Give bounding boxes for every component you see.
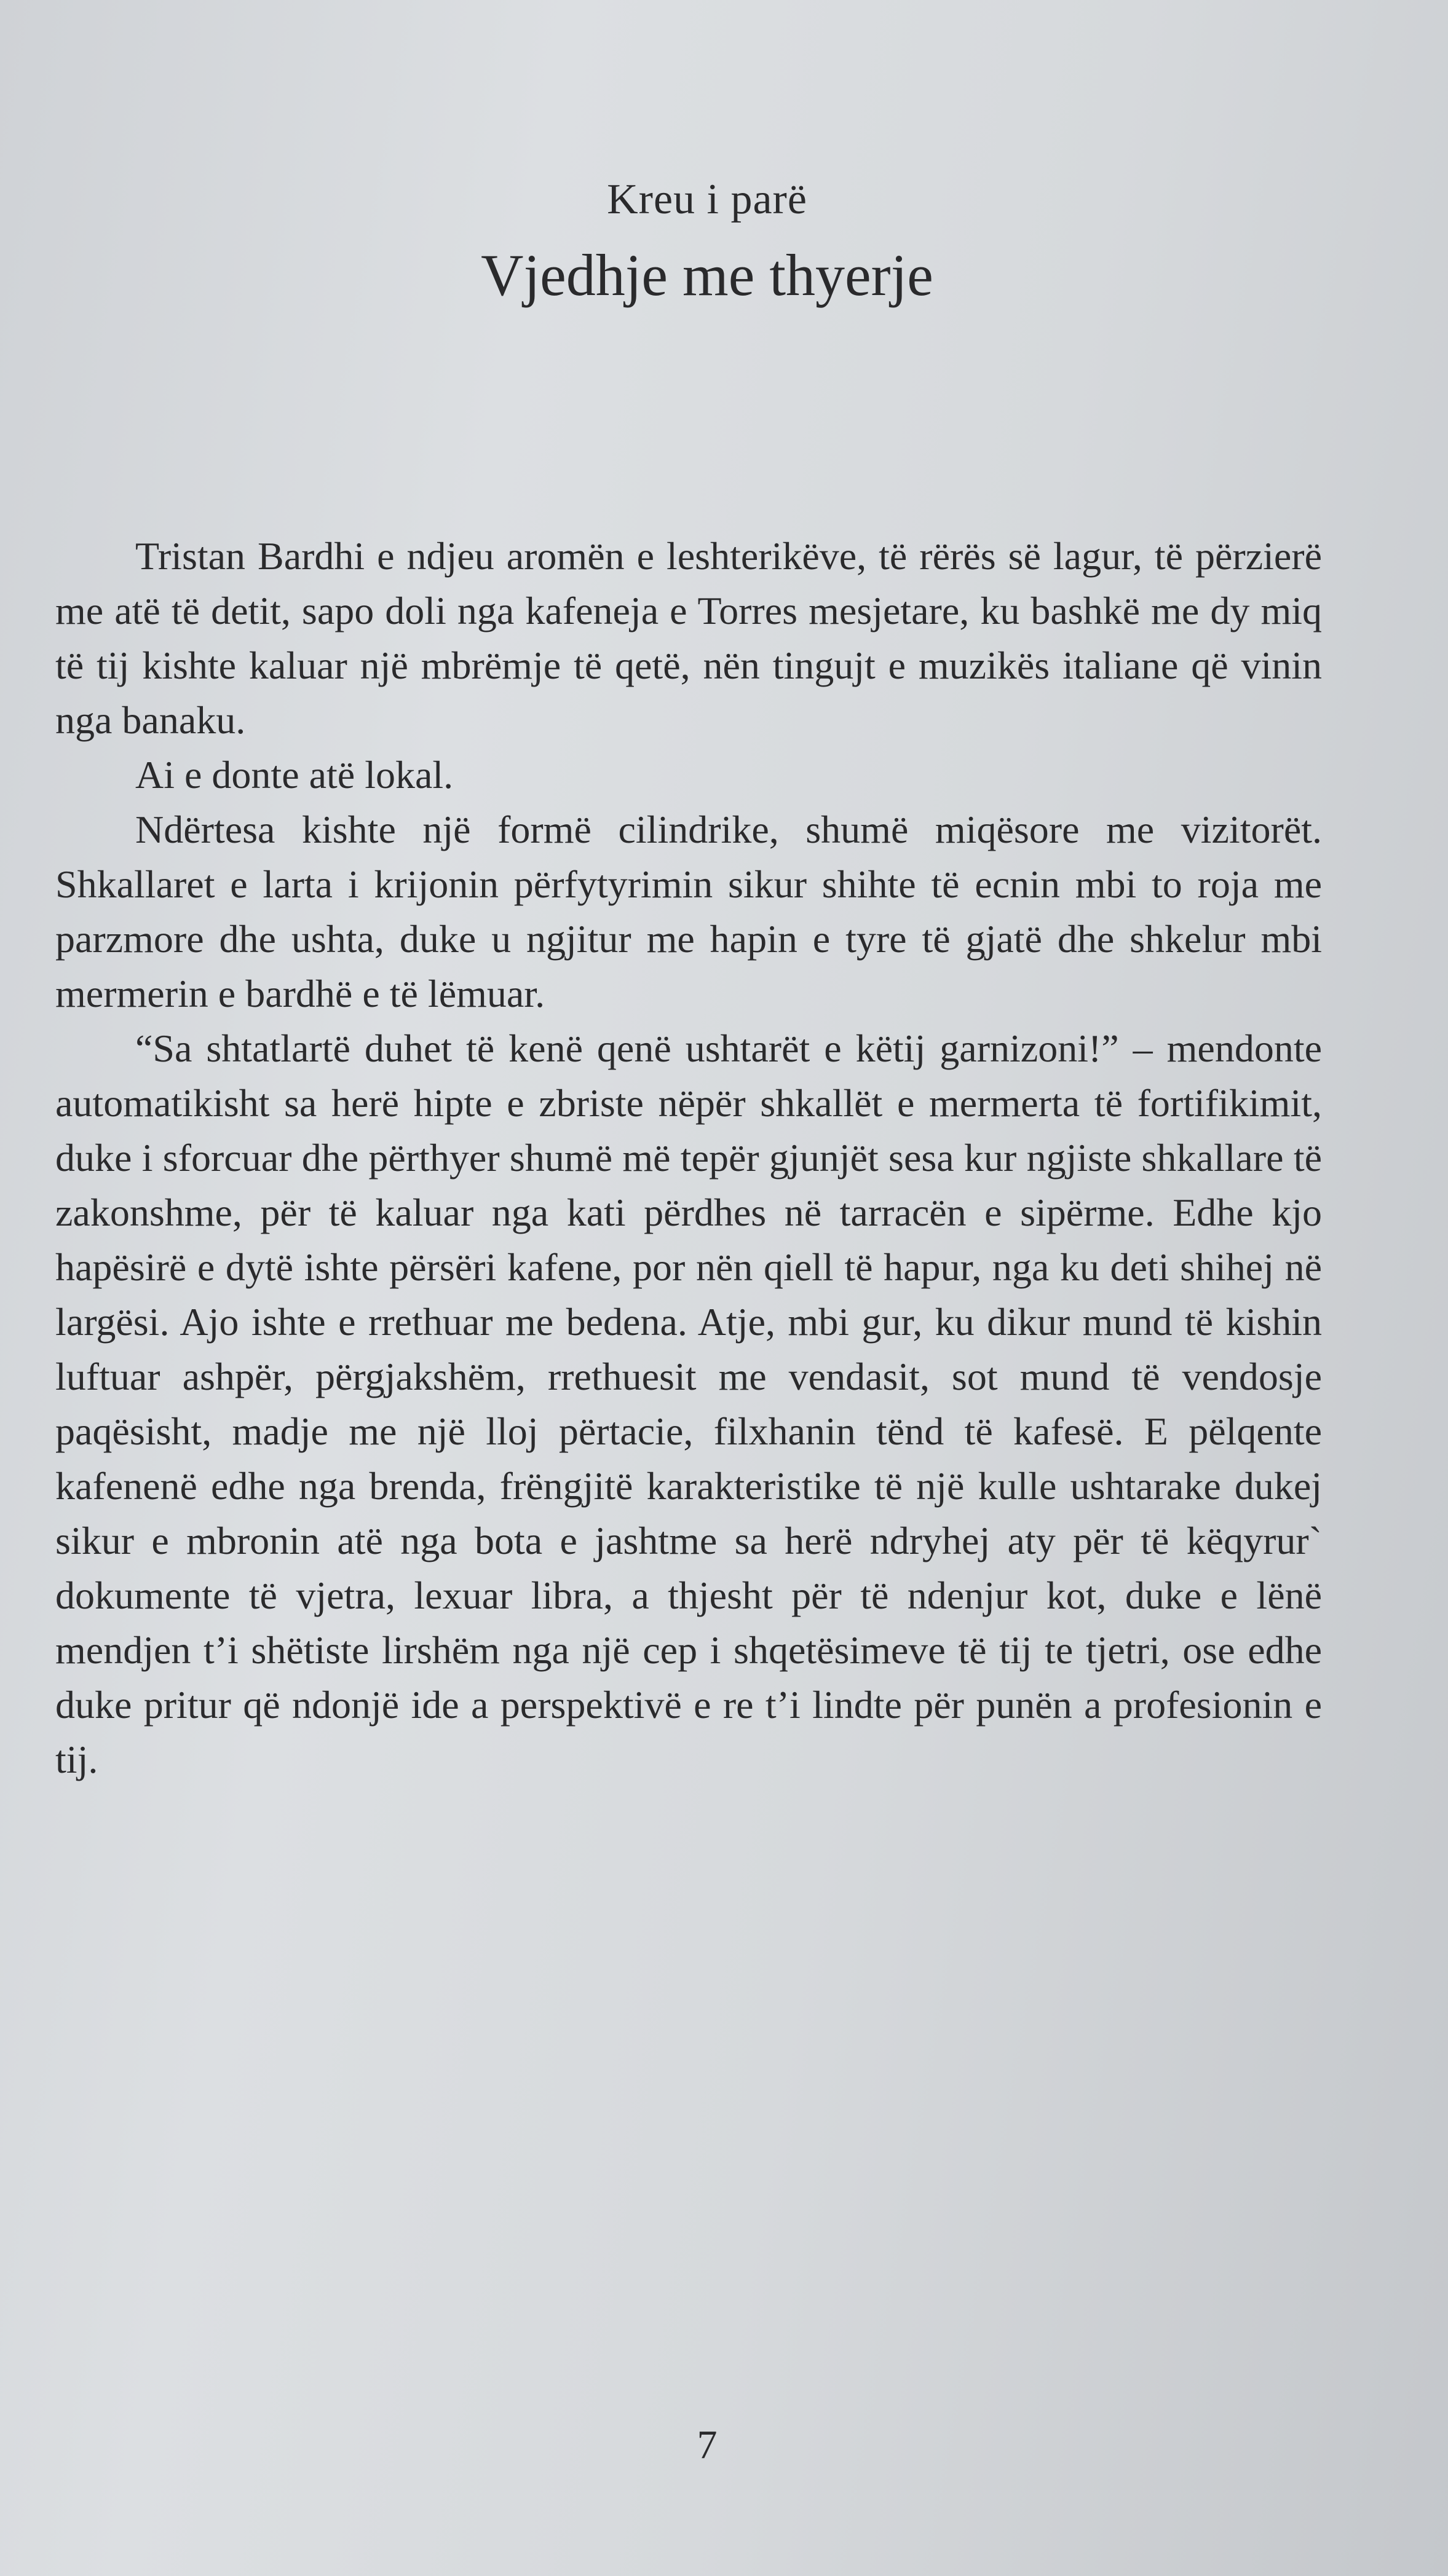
paragraph: Ndërtesa kishte një formë cilindrike, shumë miqësore me vizitorët. Shkallaret e larta i krijonin përfytyrimin sikur shihte të ecnin mbi to roja me parzmore dhe ushta, duke u ngjitur me hapin e tyre të gjatë dhe shkelur mbi mermerin e bardhë e të lëmuar.	[55, 808, 1322, 1015]
paragraph: “Sa shtatlartë duhet të kenë qenë ushtarët e këtij garnizoni!” – mendonte automatikisht sa herë hipte e zbriste nëpër shkallët e mermerta të fortifikimit, duke i sforcuar dhe përthyer shumë më tepër gjunjët sesa kur ngjiste shkallare të zakonshme, për të kaluar nga kati përdhes në tarracën e sipërme. Edhe kjo hapësirë e dytë ishte përsëri kafene, por nën qiell të hapur, nga ku deti shihej në largësi. Ajo ishte e rrethuar me bedena. Atje, mbi gur, ku dikur mund të kishin luftuar ashpër, përgjakshëm, rrethuesit me vendasit, sot mund të vendosje paqësisht, madje me një lloj përtacie, filxhanin tënd të kafesë. E pëlqente kafenenë edhe nga brenda, frëngjitë karakteristike të një kulle ushtarake dukej sikur e mbronin atë nga bota e jashtme sa herë ndryhej aty për të këqyrur` dokumente të vjetra, lexuar libra, a thjesht për të ndenjur kot, duke e lënë mendjen t’i shëtiste lirshëm nga një cep i shqetësimeve të tij te tjetri, ose edhe duke pritur që ndonjë ide a perspektivë e re t’i lindte për punën a profesionin e tij.	[55, 1026, 1322, 1781]
chapter-label: Kreu i parë	[607, 176, 807, 223]
page-number: 7	[697, 2422, 718, 2467]
body-text	[55, 529, 1322, 1787]
chapter-title: Vjedhje me thyerje	[481, 242, 933, 308]
paragraph: Ai e donte atë lokal.	[135, 753, 454, 797]
paragraph: Tristan Bardhi e ndjeu aromën e leshterikëve, të rërës së lagur, të përzierë me atë të detit, sapo doli nga kafeneja e Torres mesjetare, ku bashkë me dy miq të tij kishte kaluar një mbrëmje të qetë, nën tingujt e muzikës italiane që vinin nga banaku.	[55, 534, 1322, 742]
